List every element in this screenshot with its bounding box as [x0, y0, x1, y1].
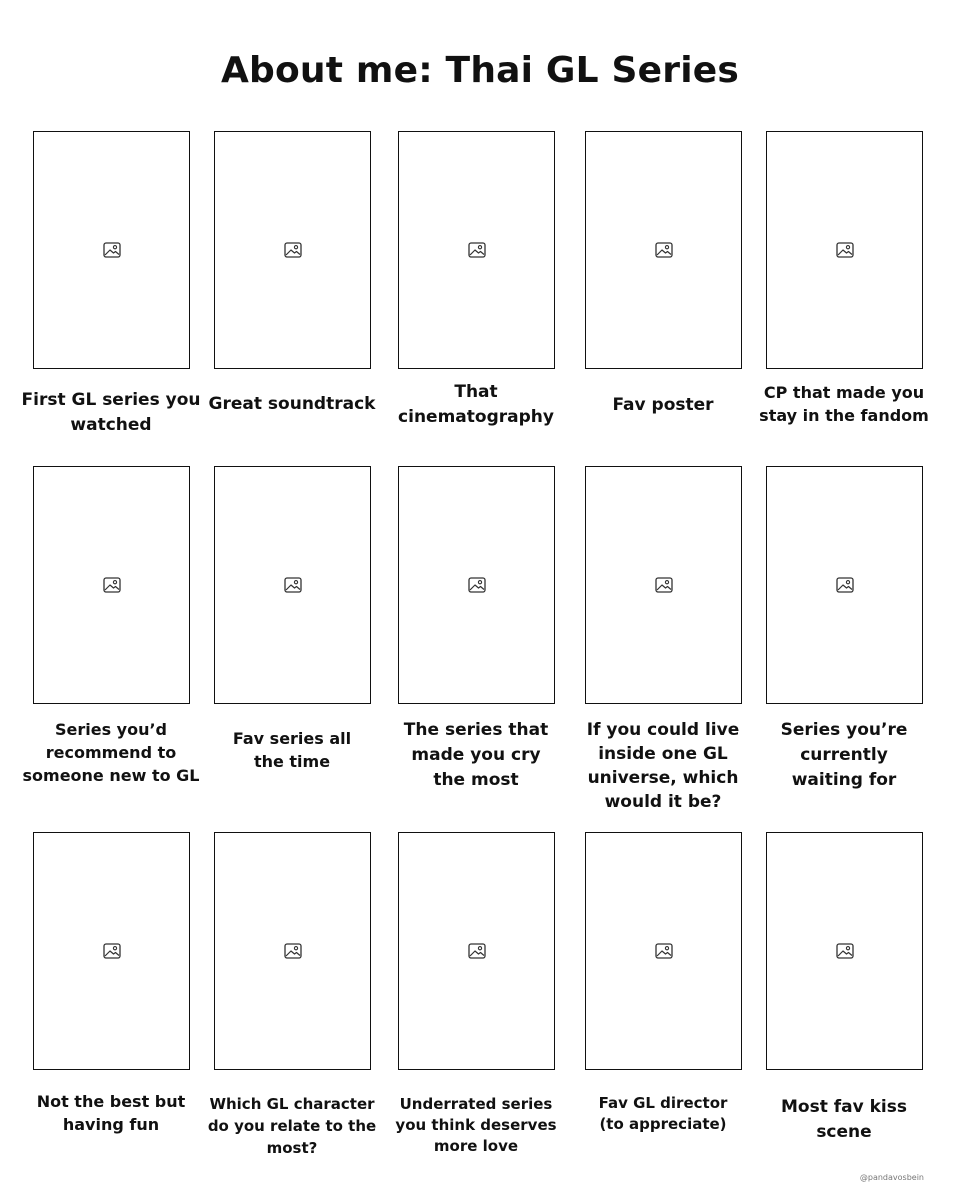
photo-slot[interactable]: [33, 832, 190, 1070]
caption-line: the time: [253, 752, 331, 771]
slot-caption: [381, 380, 571, 430]
photo-slot[interactable]: [766, 131, 923, 369]
caption-line: Which GL character: [209, 1095, 375, 1113]
caption-line: Fav GL director: [598, 1094, 728, 1112]
image-placeholder-icon: [103, 943, 121, 959]
slot-caption: [197, 1093, 387, 1159]
image-placeholder-icon: [284, 577, 302, 593]
caption-line: Fav poster: [612, 395, 714, 415]
caption-line: the most: [433, 770, 519, 790]
photo-slot[interactable]: [398, 466, 555, 704]
image-placeholder-icon: [655, 242, 673, 258]
slot-caption: [197, 392, 387, 417]
caption-line: If you could live: [586, 720, 740, 740]
photo-slot[interactable]: [398, 131, 555, 369]
image-placeholder-icon: [655, 577, 673, 593]
photo-slot[interactable]: [398, 832, 555, 1070]
photo-slot[interactable]: [766, 466, 923, 704]
image-placeholder-icon: [468, 242, 486, 258]
caption-line: cinematography: [398, 407, 554, 427]
slot-caption: [16, 388, 206, 438]
caption-line: you think deserves: [395, 1116, 557, 1134]
caption-line: currently: [800, 745, 888, 765]
slot-caption: [16, 1090, 206, 1136]
caption-line: someone new to GL: [22, 766, 200, 785]
page-title: About me: Thai GL Series: [220, 50, 740, 91]
image-placeholder-icon: [836, 577, 854, 593]
caption-line: watched: [70, 415, 152, 435]
caption-line: inside one GL: [598, 744, 728, 764]
slot-caption: [16, 718, 206, 787]
image-placeholder-icon: [468, 577, 486, 593]
caption-line: stay in the fandom: [759, 406, 929, 425]
caption-line: waiting for: [791, 770, 897, 790]
caption-line: most?: [266, 1139, 318, 1157]
photo-slot[interactable]: [585, 832, 742, 1070]
slot-caption: [568, 718, 758, 814]
caption-line: Underrated series: [399, 1095, 553, 1113]
caption-line: universe, which: [587, 768, 739, 788]
caption-line: recommend to: [45, 743, 177, 762]
image-placeholder-icon: [655, 943, 673, 959]
image-placeholder-icon: [836, 943, 854, 959]
image-placeholder-icon: [103, 242, 121, 258]
caption-line: having fun: [62, 1115, 160, 1134]
photo-slot[interactable]: [214, 832, 371, 1070]
caption-line: First GL series you: [21, 390, 201, 410]
caption-line: The series that: [403, 720, 549, 740]
caption-line: do you relate to the: [207, 1117, 377, 1135]
caption-line: would it be?: [604, 792, 722, 812]
caption-line: Great soundtrack: [208, 394, 376, 414]
photo-slot[interactable]: [33, 131, 190, 369]
slot-caption: [749, 381, 939, 427]
photo-slot[interactable]: [214, 131, 371, 369]
caption-line: Not the best but: [36, 1092, 186, 1111]
image-placeholder-icon: [284, 943, 302, 959]
slot-caption: [568, 393, 758, 418]
caption-line: more love: [433, 1137, 519, 1155]
caption-line: CP that made you: [763, 383, 925, 402]
caption-line: scene: [816, 1122, 872, 1142]
slot-caption: [568, 1093, 758, 1135]
credit-handle: @pandavosbein: [859, 1173, 924, 1182]
caption-line: Series you’d: [54, 720, 168, 739]
caption-line: Series you’re: [780, 720, 908, 740]
caption-line: Most fav kiss: [781, 1097, 907, 1117]
photo-slot[interactable]: [585, 131, 742, 369]
photo-slot[interactable]: [33, 466, 190, 704]
slot-caption: [749, 1095, 939, 1145]
photo-slot[interactable]: [585, 466, 742, 704]
slot-caption: [381, 718, 571, 793]
caption-line: That: [454, 382, 498, 402]
slot-caption: [749, 718, 939, 793]
image-placeholder-icon: [836, 242, 854, 258]
slot-caption: [381, 1094, 571, 1157]
image-placeholder-icon: [468, 943, 486, 959]
photo-slot[interactable]: [214, 466, 371, 704]
image-placeholder-icon: [103, 577, 121, 593]
slot-caption: [197, 727, 387, 773]
image-placeholder-icon: [284, 242, 302, 258]
caption-line: made you cry: [411, 745, 541, 765]
caption-line: Fav series all: [232, 729, 352, 748]
caption-line: (to appreciate): [599, 1115, 727, 1133]
photo-slot[interactable]: [766, 832, 923, 1070]
